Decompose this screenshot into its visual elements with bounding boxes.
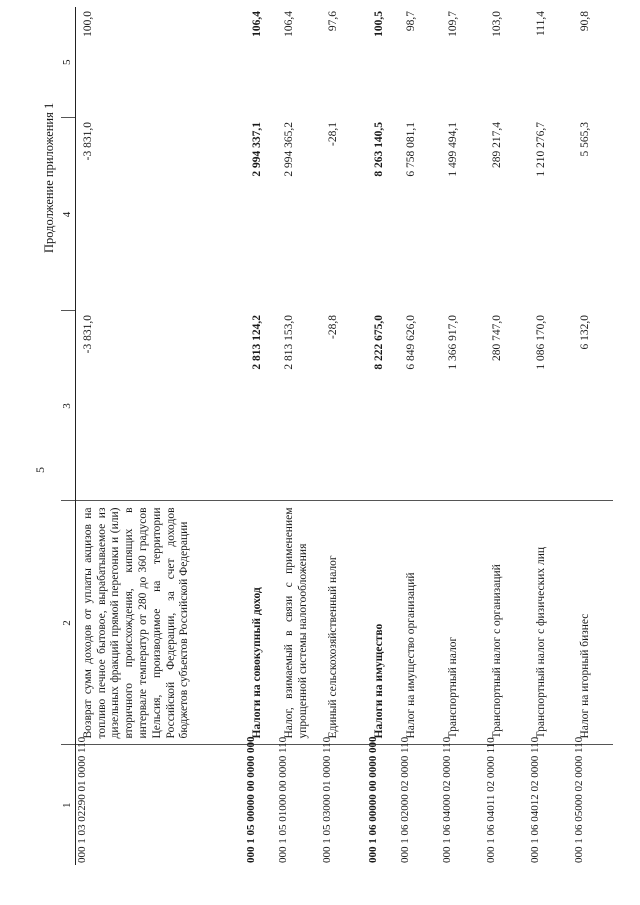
row-code: 000 1 05 01000 00 0000 110 (277, 736, 290, 863)
row-plan: 6 132,0 (573, 311, 613, 501)
row-code: 000 1 06 00000 00 0000 000 (367, 736, 380, 863)
table-row (529, 7, 573, 865)
table-header (61, 7, 75, 865)
continuation-caption: Продолжение приложения 1 (42, 102, 56, 253)
row-percent: 111,4 (535, 11, 548, 37)
row-actual: 2 994 365,2 (283, 122, 296, 177)
row-code: 000 1 05 00000 00 0000 000 (245, 736, 258, 863)
row-plan: 6 849 626,0 (399, 311, 441, 501)
row-code: 000 1 06 05000 02 0000 110 (573, 736, 586, 863)
column-header-3: 3 (61, 311, 75, 501)
row-percent: 100,0 (81, 11, 94, 37)
row-percent: 106,4 (283, 11, 296, 37)
row-percent: 97,6 (327, 11, 340, 32)
table-body (75, 7, 613, 865)
row-percent: 90,8 (579, 11, 592, 32)
row-name: Транспортный налог (441, 501, 485, 745)
row-plan: -3 831,0 (75, 311, 245, 501)
row-plan: 1 366 917,0 (441, 311, 485, 501)
row-name: Налоги на совокупный доход (245, 501, 277, 745)
row-code: 000 1 06 04011 02 0000 110 (485, 737, 498, 863)
row-code: 000 1 06 04000 02 0000 110 (441, 736, 454, 863)
row-percent: 103,0 (491, 11, 504, 37)
row-percent: 98,7 (405, 11, 418, 32)
row-actual: 8 263 140,5 (373, 122, 386, 177)
column-header-5: 5 (61, 7, 75, 118)
row-plan: 2 813 153,0 (277, 311, 321, 501)
row-percent: 100,5 (373, 11, 386, 37)
revenue-table (61, 7, 613, 865)
row-name: Транспортный налог с организаций (485, 501, 529, 745)
table-row (485, 7, 529, 865)
header-row (61, 7, 75, 865)
row-actual: -3 831,0 (81, 122, 94, 161)
table-row (573, 7, 613, 865)
row-code: 000 1 05 03000 01 0000 110 (321, 736, 334, 863)
row-actual: 1 210 276,7 (535, 122, 548, 177)
row-percent: 109,7 (447, 11, 460, 37)
row-code: 000 1 06 04012 02 0000 110 (529, 736, 542, 863)
row-actual: 6 758 081,1 (405, 122, 418, 177)
table-row (321, 7, 367, 865)
table-row (75, 7, 245, 865)
row-actual: 289 217,4 (491, 122, 504, 168)
table-row (441, 7, 485, 865)
column-header-2: 2 (61, 501, 75, 745)
row-actual: -28,1 (327, 122, 340, 146)
row-name: Налоги на имущество (367, 501, 399, 745)
row-plan: 2 813 124,2 (245, 311, 277, 501)
table-row (367, 7, 399, 865)
row-name: Транспортный налог с физических лиц (529, 501, 573, 745)
row-actual: 1 499 494,1 (447, 122, 460, 177)
table-row (399, 7, 441, 865)
row-name: Налог, взимаемый в связи с применением упрощенной системы налогообложения (277, 501, 321, 745)
table-row (245, 7, 277, 865)
row-plan: 1 086 170,0 (529, 311, 573, 501)
row-actual: 2 994 337,1 (251, 122, 264, 177)
row-name: Возврат сумм доходов от уплаты акцизов на топливо печное бытовое, вырабатываемое из дизельных фракций прямой перегонки и (или) вторичного происхождения, кипящих в интервале температур от 280 до 360 градусов Цельсия, производимое на территории Российской Федерации, за счет доходов бюджетов субъектов Российской Федерации (75, 501, 245, 745)
table-row (277, 7, 321, 865)
row-name: Налог на игорный бизнес (573, 501, 613, 745)
row-name: Налог на имущество организаций (399, 501, 441, 745)
row-plan: -28,8 (321, 311, 367, 501)
row-code: 000 1 06 02000 02 0000 110 (399, 736, 412, 863)
row-name: Единый сельскохозяйственный налог (321, 501, 367, 745)
row-plan: 8 222 675,0 (367, 311, 399, 501)
row-code: 000 1 03 02290 01 0000 110 (75, 736, 88, 863)
page-number: 5 (33, 467, 47, 473)
column-header-4: 4 (61, 118, 75, 311)
row-percent: 106,4 (251, 11, 264, 37)
row-plan: 280 747,0 (485, 311, 529, 501)
row-actual: 5 565,3 (579, 122, 592, 157)
column-header-1: 1 (61, 745, 75, 865)
